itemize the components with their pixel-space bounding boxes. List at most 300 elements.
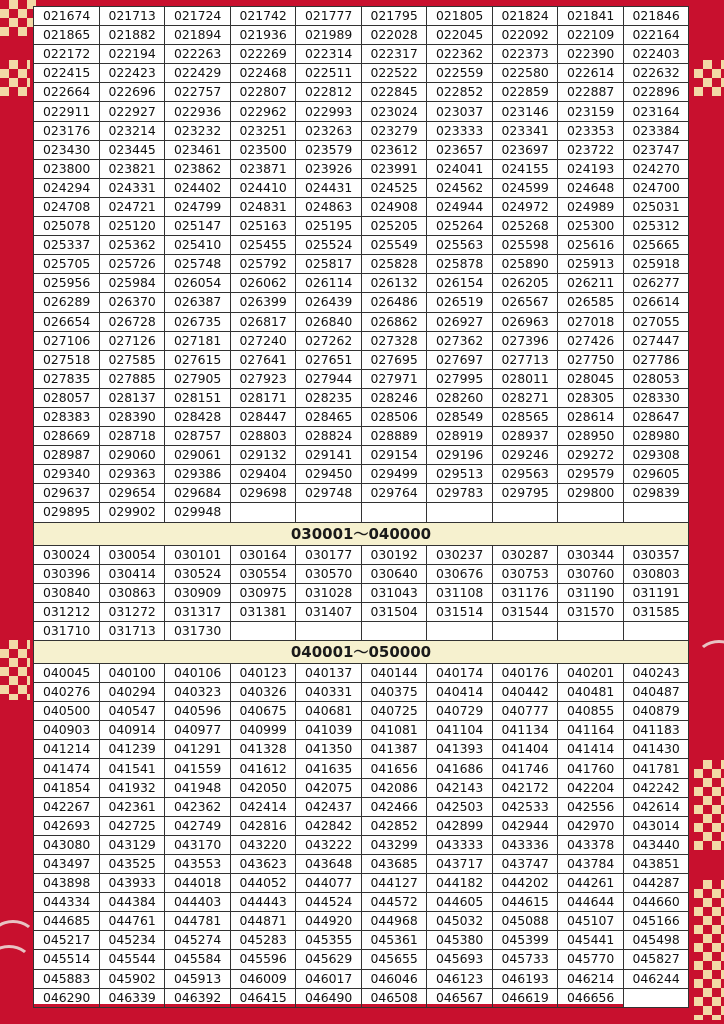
number-cell: 027585 (99, 350, 165, 369)
number-cell: 031043 (361, 583, 427, 602)
number-cell: 022812 (296, 83, 362, 102)
number-cell: 021674 (34, 7, 100, 26)
empty-cell (230, 621, 296, 640)
number-cell: 026054 (165, 274, 231, 293)
number-cell: 030803 (623, 564, 689, 583)
number-cell: 026963 (492, 312, 558, 331)
winning-numbers-table (33, 6, 689, 1008)
number-cell: 028757 (165, 427, 231, 446)
number-cell: 043717 (427, 854, 493, 873)
table-row (34, 427, 689, 446)
number-cell: 041239 (99, 740, 165, 759)
number-cell: 041393 (427, 740, 493, 759)
number-cell: 025665 (623, 236, 689, 255)
number-cell: 043299 (361, 835, 427, 854)
number-cell: 025205 (361, 217, 427, 236)
number-cell: 041134 (492, 721, 558, 740)
number-cell: 041328 (230, 740, 296, 759)
number-cell: 030287 (492, 545, 558, 564)
table-row (34, 797, 689, 816)
number-cell: 027971 (361, 369, 427, 388)
number-cell: 045902 (99, 969, 165, 988)
table-row (34, 45, 689, 64)
number-cell: 023445 (99, 140, 165, 159)
number-cell: 046656 (558, 988, 624, 1007)
number-cell: 026486 (361, 293, 427, 312)
number-cell: 028045 (558, 369, 624, 388)
number-cell: 027055 (623, 312, 689, 331)
number-cell: 044443 (230, 893, 296, 912)
number-cell: 029404 (230, 465, 296, 484)
table-row (34, 969, 689, 988)
number-cell: 029783 (427, 484, 493, 503)
number-cell: 040144 (361, 664, 427, 683)
empty-cell (492, 503, 558, 522)
number-cell: 031272 (99, 602, 165, 621)
number-cell: 029132 (230, 446, 296, 465)
number-cell: 027923 (230, 369, 296, 388)
number-cell: 042503 (427, 797, 493, 816)
number-cell: 031504 (361, 602, 427, 621)
number-cell: 031713 (99, 621, 165, 640)
number-cell: 040176 (492, 664, 558, 683)
number-cell: 029246 (492, 446, 558, 465)
number-cell: 021841 (558, 7, 624, 26)
number-cell: 041541 (99, 759, 165, 778)
number-cell: 040045 (34, 664, 100, 683)
number-cell: 028669 (34, 427, 100, 446)
number-cell: 027447 (623, 331, 689, 350)
number-cell: 029308 (623, 446, 689, 465)
table-row (34, 121, 689, 140)
number-cell: 041414 (558, 740, 624, 759)
number-cell: 042749 (165, 816, 231, 835)
number-cell: 045913 (165, 969, 231, 988)
number-cell: 041104 (427, 721, 493, 740)
number-cell: 041350 (296, 740, 362, 759)
number-cell: 041635 (296, 759, 362, 778)
number-cell: 023333 (427, 121, 493, 140)
number-cell: 024972 (492, 197, 558, 216)
number-cell: 029579 (558, 465, 624, 484)
number-cell: 024155 (492, 159, 558, 178)
number-cell: 022468 (230, 64, 296, 83)
empty-cell (296, 503, 362, 522)
checker-pattern-decoration (694, 880, 724, 1020)
number-cell: 023159 (558, 102, 624, 121)
number-cell: 030164 (230, 545, 296, 564)
number-cell: 023024 (361, 102, 427, 121)
number-cell: 026205 (492, 274, 558, 293)
table-row (34, 26, 689, 45)
number-cell: 044182 (427, 874, 493, 893)
number-cell: 044127 (361, 874, 427, 893)
table-row (34, 702, 689, 721)
number-cell: 021795 (361, 7, 427, 26)
number-cell: 022887 (558, 83, 624, 102)
number-cell: 028383 (34, 407, 100, 426)
number-cell: 031544 (492, 602, 558, 621)
empty-cell (623, 621, 689, 640)
number-cell: 046490 (296, 988, 362, 1007)
number-cell: 027518 (34, 350, 100, 369)
table-body (34, 7, 689, 1008)
number-cell: 022632 (623, 64, 689, 83)
table-row (34, 178, 689, 197)
number-cell: 027396 (492, 331, 558, 350)
number-cell: 022263 (165, 45, 231, 64)
number-cell: 045655 (361, 950, 427, 969)
number-cell: 029196 (427, 446, 493, 465)
number-cell: 025598 (492, 236, 558, 255)
number-cell: 042533 (492, 797, 558, 816)
number-cell: 028824 (296, 427, 362, 446)
number-cell: 027995 (427, 369, 493, 388)
number-cell: 031176 (492, 583, 558, 602)
number-cell: 040174 (427, 664, 493, 683)
number-cell: 045274 (165, 931, 231, 950)
number-cell: 025748 (165, 255, 231, 274)
number-cell: 028271 (492, 388, 558, 407)
number-cell: 029605 (623, 465, 689, 484)
number-cell: 030192 (361, 545, 427, 564)
number-cell: 044018 (165, 874, 231, 893)
number-cell: 030676 (427, 564, 493, 583)
table-row (34, 465, 689, 484)
number-cell: 044920 (296, 912, 362, 931)
number-cell: 045088 (492, 912, 558, 931)
number-cell: 023164 (623, 102, 689, 121)
number-cell: 029654 (99, 484, 165, 503)
number-cell: 028246 (361, 388, 427, 407)
number-cell: 027835 (34, 369, 100, 388)
number-cell: 045584 (165, 950, 231, 969)
empty-cell (558, 503, 624, 522)
number-cell: 041081 (361, 721, 427, 740)
number-cell: 026114 (296, 274, 362, 293)
number-cell: 021846 (623, 7, 689, 26)
number-cell: 026654 (34, 312, 100, 331)
number-cell: 029563 (492, 465, 558, 484)
number-cell: 045629 (296, 950, 362, 969)
number-cell: 024193 (558, 159, 624, 178)
number-cell: 025337 (34, 236, 100, 255)
table-row (34, 664, 689, 683)
number-cell: 043784 (558, 854, 624, 873)
number-cell: 027695 (361, 350, 427, 369)
table-row (34, 350, 689, 369)
number-cell: 027181 (165, 331, 231, 350)
number-cell: 041164 (558, 721, 624, 740)
number-cell: 028565 (492, 407, 558, 426)
number-cell: 025878 (427, 255, 493, 274)
table-row (34, 778, 689, 797)
number-cell: 031317 (165, 602, 231, 621)
number-cell: 030760 (558, 564, 624, 583)
table-row (34, 274, 689, 293)
number-cell: 045166 (623, 912, 689, 931)
number-cell: 028390 (99, 407, 165, 426)
number-cell: 025163 (230, 217, 296, 236)
table-row (34, 583, 689, 602)
empty-cell (427, 621, 493, 640)
number-cell: 024944 (427, 197, 493, 216)
number-cell: 023353 (558, 121, 624, 140)
number-cell: 028053 (623, 369, 689, 388)
number-cell: 022511 (296, 64, 362, 83)
number-cell: 043014 (623, 816, 689, 835)
number-cell: 023341 (492, 121, 558, 140)
number-cell: 026399 (230, 293, 296, 312)
number-cell: 029386 (165, 465, 231, 484)
number-cell: 043525 (99, 854, 165, 873)
number-cell: 023871 (230, 159, 296, 178)
number-cell: 029698 (230, 484, 296, 503)
number-cell: 022314 (296, 45, 362, 64)
number-cell: 027750 (558, 350, 624, 369)
number-cell: 041781 (623, 759, 689, 778)
number-cell: 043648 (296, 854, 362, 873)
number-cell: 040414 (427, 683, 493, 702)
number-cell: 028235 (296, 388, 362, 407)
number-cell: 025726 (99, 255, 165, 274)
number-cell: 045883 (34, 969, 100, 988)
range-header: 030001～040000 (34, 522, 689, 545)
number-cell: 041948 (165, 778, 231, 797)
number-cell: 022807 (230, 83, 296, 102)
table-row (34, 369, 689, 388)
range-header-row (34, 522, 689, 545)
number-cell: 030554 (230, 564, 296, 583)
number-cell: 028987 (34, 446, 100, 465)
number-cell: 029061 (165, 446, 231, 465)
number-cell: 040500 (34, 702, 100, 721)
number-cell: 042693 (34, 816, 100, 835)
number-cell: 023263 (296, 121, 362, 140)
number-cell: 042899 (427, 816, 493, 835)
number-cell: 042086 (361, 778, 427, 797)
number-cell: 021777 (296, 7, 362, 26)
number-cell: 030524 (165, 564, 231, 583)
number-cell: 031381 (230, 602, 296, 621)
number-cell: 028260 (427, 388, 493, 407)
number-cell: 021882 (99, 26, 165, 45)
number-cell: 021936 (230, 26, 296, 45)
number-cell: 022429 (165, 64, 231, 83)
number-cell: 029948 (165, 503, 231, 522)
number-cell: 024402 (165, 178, 231, 197)
number-cell: 028919 (427, 427, 493, 446)
number-cell: 026277 (623, 274, 689, 293)
number-cell: 024431 (296, 178, 362, 197)
number-cell: 028889 (361, 427, 427, 446)
table-row (34, 159, 689, 178)
number-cell: 030909 (165, 583, 231, 602)
number-cell: 040879 (623, 702, 689, 721)
number-cell: 042556 (558, 797, 624, 816)
number-cell: 040977 (165, 721, 231, 740)
number-cell: 028330 (623, 388, 689, 407)
number-cell: 029060 (99, 446, 165, 465)
number-cell: 030237 (427, 545, 493, 564)
number-cell: 030753 (492, 564, 558, 583)
number-cell: 044334 (34, 893, 100, 912)
number-cell: 040326 (230, 683, 296, 702)
number-cell: 028465 (296, 407, 362, 426)
number-cell: 029450 (296, 465, 362, 484)
number-cell: 022993 (296, 102, 362, 121)
number-cell: 040294 (99, 683, 165, 702)
table-row (34, 293, 689, 312)
number-cell: 022927 (99, 102, 165, 121)
winning-numbers-sheet (33, 6, 689, 1004)
number-cell: 030570 (296, 564, 362, 583)
table-row (34, 950, 689, 969)
number-cell: 043685 (361, 854, 427, 873)
number-cell: 028647 (623, 407, 689, 426)
number-cell: 023800 (34, 159, 100, 178)
number-cell: 043220 (230, 835, 296, 854)
number-cell: 024863 (296, 197, 362, 216)
table-row (34, 621, 689, 640)
number-cell: 023657 (427, 140, 493, 159)
number-cell: 030414 (99, 564, 165, 583)
number-cell: 044384 (99, 893, 165, 912)
number-cell: 024831 (230, 197, 296, 216)
number-cell: 022362 (427, 45, 493, 64)
number-cell: 022559 (427, 64, 493, 83)
number-cell: 030840 (34, 583, 100, 602)
number-cell: 042842 (296, 816, 362, 835)
number-cell: 026927 (427, 312, 493, 331)
number-cell: 027944 (296, 369, 362, 388)
number-cell: 027885 (99, 369, 165, 388)
number-cell: 028950 (558, 427, 624, 446)
number-cell: 042361 (99, 797, 165, 816)
number-cell: 045107 (558, 912, 624, 931)
number-cell: 044077 (296, 874, 362, 893)
number-cell: 029340 (34, 465, 100, 484)
table-row (34, 140, 689, 159)
number-cell: 044605 (427, 893, 493, 912)
number-cell: 028549 (427, 407, 493, 426)
number-cell: 022664 (34, 83, 100, 102)
number-cell: 029637 (34, 484, 100, 503)
number-cell: 043378 (558, 835, 624, 854)
number-cell: 021989 (296, 26, 362, 45)
number-cell: 041183 (623, 721, 689, 740)
number-cell: 040681 (296, 702, 362, 721)
table-row (34, 683, 689, 702)
number-cell: 025956 (34, 274, 100, 293)
number-cell: 028980 (623, 427, 689, 446)
number-cell: 028137 (99, 388, 165, 407)
number-cell: 026862 (361, 312, 427, 331)
number-cell: 024331 (99, 178, 165, 197)
number-cell: 022028 (361, 26, 427, 45)
number-cell: 044644 (558, 893, 624, 912)
number-cell: 026614 (623, 293, 689, 312)
number-cell: 043497 (34, 854, 100, 873)
number-cell: 026154 (427, 274, 493, 293)
table-row (34, 893, 689, 912)
number-cell: 031212 (34, 602, 100, 621)
number-cell: 021742 (230, 7, 296, 26)
number-cell: 031730 (165, 621, 231, 640)
number-cell: 022109 (558, 26, 624, 45)
number-cell: 025913 (558, 255, 624, 274)
number-cell: 042242 (623, 778, 689, 797)
number-cell: 040914 (99, 721, 165, 740)
table-row (34, 484, 689, 503)
number-cell: 042852 (361, 816, 427, 835)
number-cell: 024700 (623, 178, 689, 197)
number-cell: 029902 (99, 503, 165, 522)
number-cell: 026840 (296, 312, 362, 331)
number-cell: 026735 (165, 312, 231, 331)
number-cell: 025549 (361, 236, 427, 255)
number-cell: 022194 (99, 45, 165, 64)
table-row (34, 407, 689, 426)
table-row (34, 564, 689, 583)
table-row (34, 854, 689, 873)
number-cell: 027786 (623, 350, 689, 369)
number-cell: 023821 (99, 159, 165, 178)
number-cell: 027713 (492, 350, 558, 369)
number-cell: 026567 (492, 293, 558, 312)
number-cell: 023500 (230, 140, 296, 159)
number-cell: 029795 (492, 484, 558, 503)
number-cell: 042362 (165, 797, 231, 816)
number-cell: 022580 (492, 64, 558, 83)
range-header-row (34, 641, 689, 664)
empty-cell (296, 621, 362, 640)
number-cell: 046392 (165, 988, 231, 1007)
number-cell: 028011 (492, 369, 558, 388)
number-cell: 028506 (361, 407, 427, 426)
number-cell: 040777 (492, 702, 558, 721)
number-cell: 046046 (361, 969, 427, 988)
number-cell: 023722 (558, 140, 624, 159)
number-cell: 022373 (492, 45, 558, 64)
table-row (34, 874, 689, 893)
number-cell: 024648 (558, 178, 624, 197)
table-row (34, 312, 689, 331)
number-cell: 021713 (99, 7, 165, 26)
number-cell: 044403 (165, 893, 231, 912)
number-cell: 030054 (99, 545, 165, 564)
number-cell: 027328 (361, 331, 427, 350)
number-cell: 040123 (230, 664, 296, 683)
number-cell: 040375 (361, 683, 427, 702)
number-cell: 027651 (296, 350, 362, 369)
number-cell: 025524 (296, 236, 362, 255)
number-cell: 040547 (99, 702, 165, 721)
number-cell: 030101 (165, 545, 231, 564)
number-cell: 025300 (558, 217, 624, 236)
number-cell: 029684 (165, 484, 231, 503)
number-cell: 022390 (558, 45, 624, 64)
number-cell: 044781 (165, 912, 231, 931)
number-cell: 024908 (361, 197, 427, 216)
number-cell: 043553 (165, 854, 231, 873)
number-cell: 041404 (492, 740, 558, 759)
number-cell: 029839 (623, 484, 689, 503)
number-cell: 031407 (296, 602, 362, 621)
number-cell: 022092 (492, 26, 558, 45)
number-cell: 046017 (296, 969, 362, 988)
table-row (34, 83, 689, 102)
